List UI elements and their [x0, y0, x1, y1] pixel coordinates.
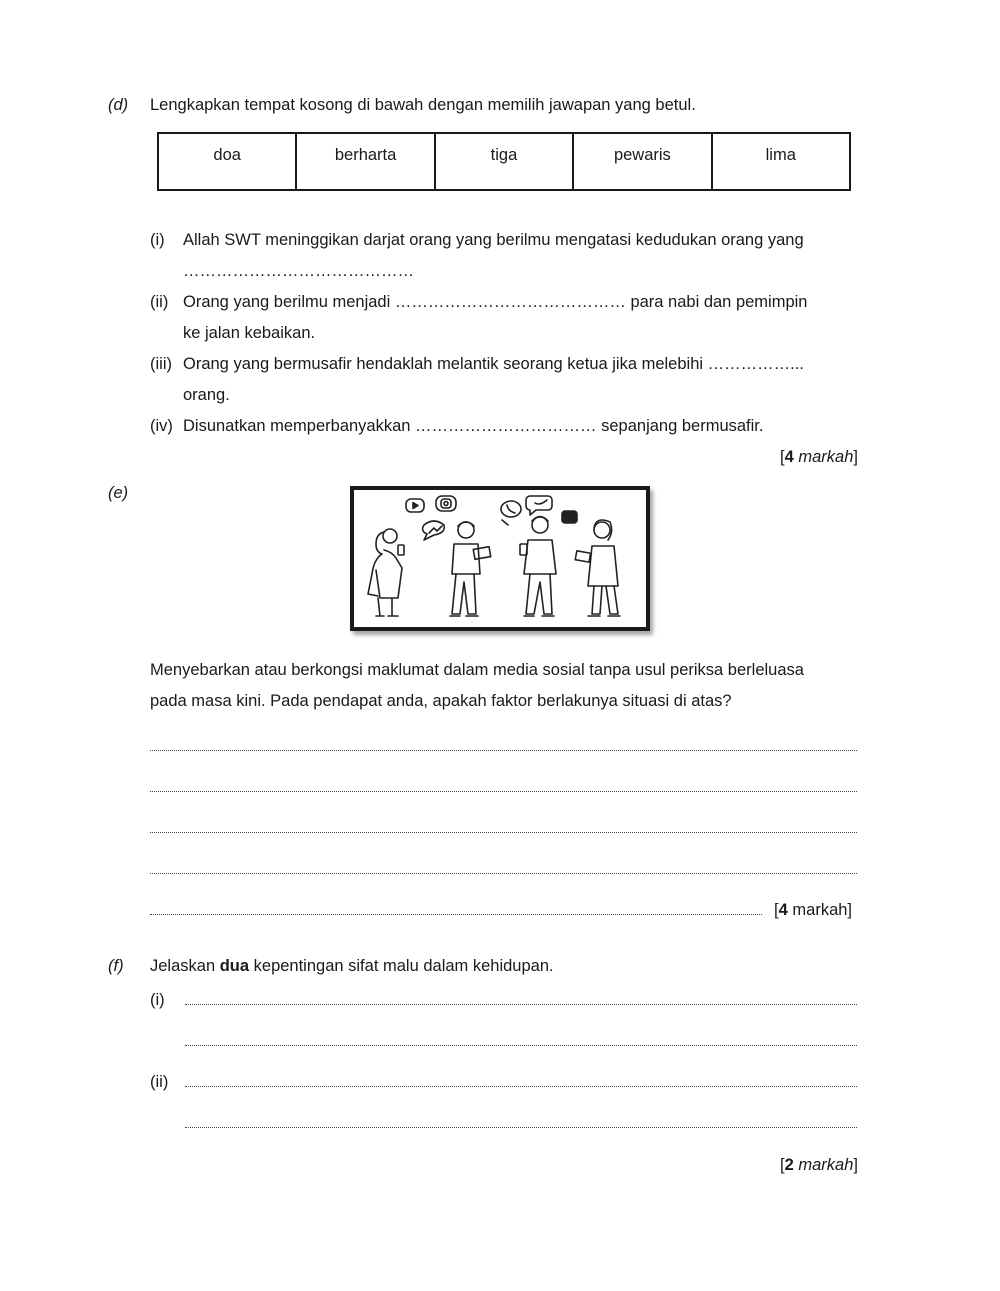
choice-cell: tiga — [435, 133, 573, 190]
answer-line[interactable] — [150, 873, 857, 874]
section-e-label: (e) — [108, 484, 129, 502]
item-d-iv-text: Disunatkan memperbanyakkan …………………………… sepanjang bermusafir. — [183, 417, 764, 435]
social-media-illustration — [350, 486, 650, 631]
choice-cell: pewaris — [573, 133, 711, 190]
answer-line[interactable] — [150, 750, 857, 751]
people-with-phones-drawing — [354, 490, 646, 627]
choice-cell: doa — [158, 133, 296, 190]
item-d-iii-text: Orang yang bermusafir hendaklah melantik seorang ketua jika melebihi ……………... — [183, 355, 804, 373]
item-d-iii-number: (iii) — [150, 355, 172, 373]
choices-table — [157, 132, 851, 191]
section-d-marks: [4 markah] — [780, 448, 858, 466]
item-d-i-text: Allah SWT meninggikan darjat orang yang berilmu mengatasi kedudukan orang yang — [183, 231, 804, 249]
item-f-ii-number: (ii) — [150, 1073, 169, 1091]
answer-line[interactable] — [150, 832, 857, 833]
messenger-icon — [423, 521, 445, 540]
section-f-question: Jelaskan dua kepentingan sifat malu dalam kehidupan. — [150, 957, 554, 975]
item-d-ii-text: Orang yang berilmu menjadi …………………………………… para nabi dan pemimpin — [183, 293, 808, 311]
answer-line[interactable] — [150, 914, 762, 915]
answer-line[interactable] — [185, 1045, 857, 1046]
section-d-label: (d) — [108, 96, 129, 114]
item-f-i-number: (i) — [150, 991, 165, 1009]
answer-line[interactable] — [185, 1004, 857, 1005]
section-e-question-line2: pada masa kini. Pada pendapat anda, apakah faktor berlakunya situasi di atas? — [150, 692, 732, 710]
answer-line[interactable] — [185, 1086, 857, 1087]
whatsapp-icon — [501, 501, 521, 517]
section-e-question-line1: Menyebarkan atau berkongsi maklumat dalam media sosial tanpa usul periksa berleluasa — [150, 661, 804, 679]
facebook-icon — [562, 511, 577, 523]
section-f-label: (f) — [108, 957, 124, 975]
choice-cell: berharta — [296, 133, 434, 190]
section-d-instruction: Lengkapkan tempat kosong di bawah dengan memilih jawapan yang betul. — [150, 96, 696, 114]
item-d-i-number: (i) — [150, 231, 165, 249]
item-d-i-blank: …………………………………… — [183, 262, 414, 280]
section-f-marks: [2 markah] — [780, 1156, 858, 1174]
section-e-marks: [4 markah] — [774, 901, 852, 919]
item-d-iv-number: (iv) — [150, 417, 173, 435]
answer-line[interactable] — [185, 1127, 857, 1128]
item-d-ii-text-cont: ke jalan kebaikan. — [183, 324, 316, 342]
item-d-iii-text-cont: orang. — [183, 386, 230, 404]
answer-line[interactable] — [150, 791, 857, 792]
choice-cell: lima — [712, 133, 850, 190]
twitter-icon — [526, 496, 552, 515]
item-d-ii-number: (ii) — [150, 293, 169, 311]
